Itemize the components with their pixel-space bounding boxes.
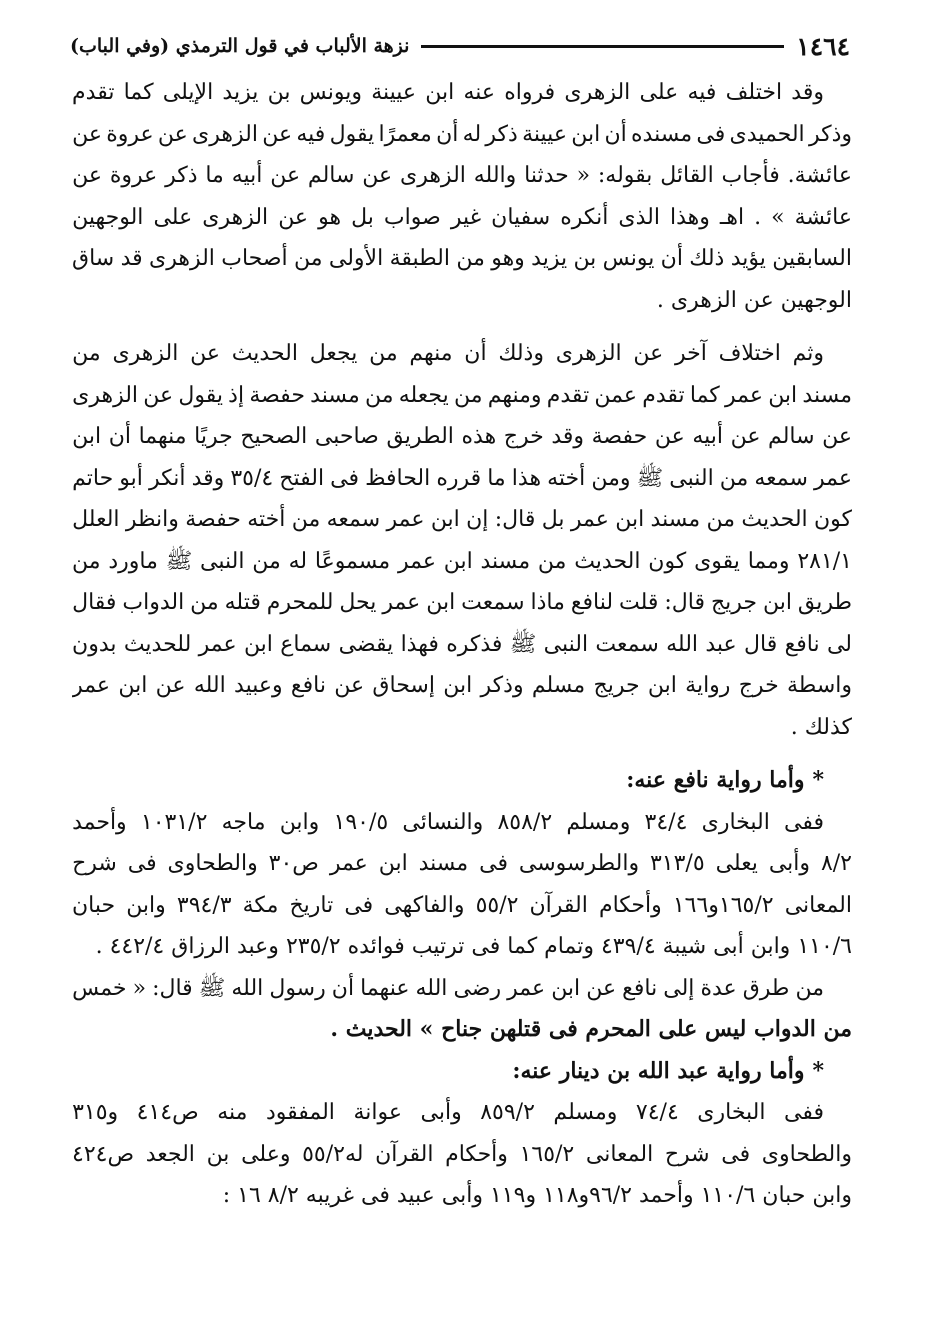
section-nafi [72,760,852,1051]
asterisk-marker: * [812,767,824,793]
text-line: ففى البخارى ٧٤/٤ ومسلم ٨٥٩/٢ وأبى عوانة المفقود منه ص٤١٤ و٣١٥ [72,1100,824,1125]
text-line: طريق ابن جريج قال: قلت لنافع ماذا سمعت ابن عمر يحل للمحرم قتله من الدواب فقال [72,590,852,615]
text-line: وذكر الحميدى فى مسنده أن ابن عيينة ذكر له أن معمرًا يقول فيه عن الزهرى عن عروة عن [72,121,852,147]
text-line: ١١٠/٦ وابن أبى شيبة ٤٣٩/٤ وتمام كما فى ترتيب فوائده ٢٣٥/٢ وعبد الرزاق ٤٤٢/٤ . [95,934,852,959]
text-line: ففى البخارى ٣٤/٤ ومسلم ٨٥٨/٢ والنسائى ١٩٠/٥ وابن ماجه ١٠٣١/٢ وأحمد [72,809,824,835]
text-line: واسطة خرج رواية ابن جريج مسلم وذكر ابن إسحاق عن نافع وعبيد الله عن ابن عمر [72,673,852,698]
text-line: والطحاوى فى شرح المعانى ١٦٥/٢ وأحكام القرآن له٥٥/٢ وعلى بن الجعد ص٤٢٤ [72,1141,852,1167]
text-line: ٨/٢ وأبى يعلى ٣١٣/٥ والطرسوسى فى مسند ابن عمر ص٣٠ والطحاوى فى شرح [72,851,852,876]
section-heading: *وأما رواية عبد الله بن دينار عنه: [512,1057,824,1084]
text-line: وابن حبان ١١٠/٦ وأحمد ٩٦/٢و١١٨ و١١٩ وأبى عبيد فى غريبه ٨/٢ ١٦ : [222,1183,852,1208]
text-line: السابقين يؤيد ذلك أن يونس بن يزيد وهو من الطبقة الأولى من أصحاب الزهرى قد ساق [72,246,852,271]
text-line: عائشة. فأجاب القائل بقوله: « حدثنا والله الزهرى عن سالم عن أبيه ما ذكر عروة عن [72,163,852,188]
text-line: من الدواب ليس على المحرم فى قتلهن جناح » الحديث . [330,1016,852,1042]
text-line: من طرق عدة إلى نافع عن ابن عمر رضى الله عنهما أن رسول الله ﷺ قال: « خمس [72,975,824,1001]
header-rule [421,45,784,48]
text-line: وقد اختلف فيه على الزهرى فرواه عنه ابن عيينة ويونس بن يزيد الإيلى كما تقدم [72,80,824,105]
text-line: عمر سمعه من النبى ﷺ ومن أخته هذا ما قرره الحافظ فى الفتح ٣٥/٤ وقد أنكر أبو حاتم [72,465,852,491]
paragraph-1 [72,72,852,321]
text-line: لى نافع قال عبد الله سمعت النبى ﷺ فذكره فهذا يقضى سماع ابن عمر للحديث بدون [72,631,852,657]
section-heading: *وأما رواية نافع عنه: [626,767,824,793]
text-line: كون الحديث من مسند ابن عمر بل قال: إن ابن عمر سمعه من أخته حفصة وانظر العلل [72,507,852,532]
text-line: وثم اختلاف آخر عن الزهرى وذلك أن منهم من يجعل الحديث عن الزهرى من [72,341,824,366]
text-line: مسند ابن عمر كما تقدم عمن تقدم ومنهم من يجعله من مسند حفصة إذ يقول عن الزهرى [72,382,852,408]
page-number: ١٤٦٤ [796,31,850,61]
section-abdullah-bin-dinar [72,1051,852,1217]
page-header [70,28,850,64]
text-line: ٢٨١/١ ومما يقوى كون الحديث من مسند ابن عمر مسموعًا له من النبى ﷺ ماورد من [72,548,852,574]
running-title: نزهة الألباب في قول الترمذي (وفي الباب) [70,35,410,57]
text-line: عائشة » . اهـ وهذا الذى أنكره سفيان غير صواب بل هو عن الزهرى على الوجهين [72,204,852,230]
page-body [72,72,852,1217]
paragraph-2 [72,333,852,748]
text-line: كذلك . [790,714,852,740]
text-line: المعانى ١٦٥/٢و١٦٦ وأحكام القرآن ٥٥/٢ والفاكهى فى تاريخ مكة ٣٩٤/٣ وابن حبان [72,892,852,918]
text-line: الوجهين عن الزهرى . [656,287,852,313]
asterisk-marker: * [812,1057,824,1084]
text-line: عن سالم عن أبيه عن حفصة وقد خرج هذه الطريق صاحبى الصحيح جريًا منهما أن ابن [72,424,852,449]
